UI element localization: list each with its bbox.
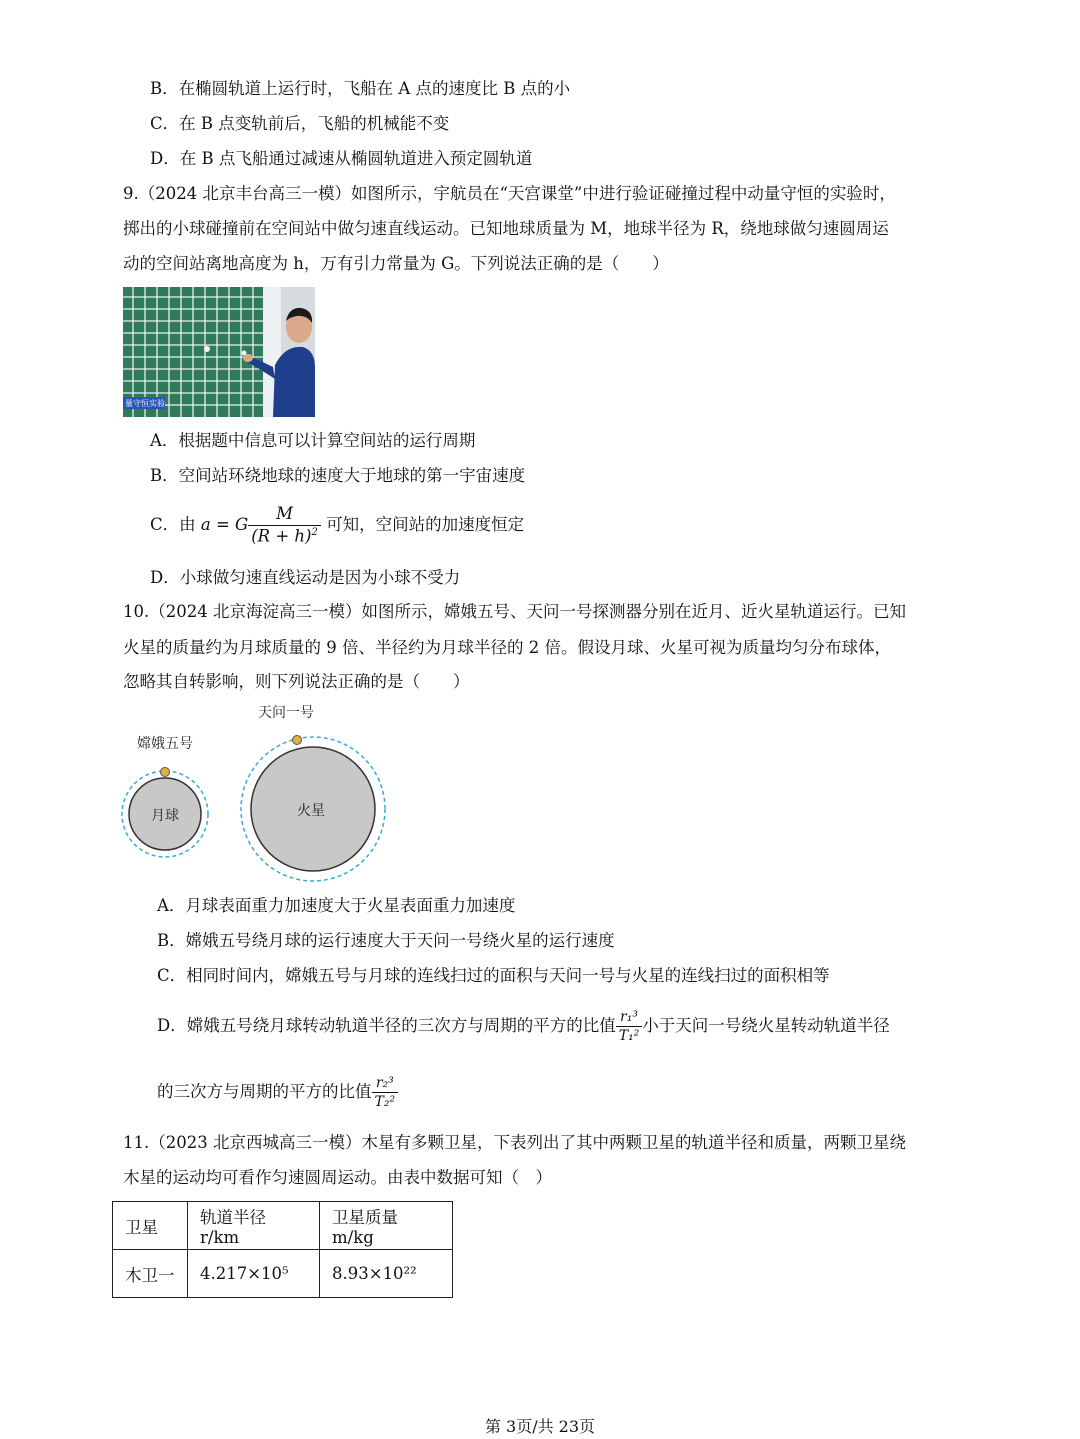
table-header-cell: 轨道半径 r/km — [188, 1202, 320, 1250]
change5-label: 嫦娥五号 — [137, 736, 193, 752]
q9-option-d: D．小球做匀速直线运动是因为小球不受力 — [150, 568, 461, 587]
q11-stem-line1: 11.（2023 北京西城高三一模）木星有多颗卫星，下表列出了其中两颗卫星的轨道半径和质量，两颗卫星绕 — [123, 1133, 906, 1152]
q8-option-b: B．在椭圆轨道上运行时，飞船在 A 点的速度比 B 点的小 — [150, 79, 571, 98]
mars-label: 火星 — [297, 803, 325, 819]
q9-option-a: A．根据题中信息可以计算空间站的运行周期 — [150, 431, 476, 450]
tianwen1-label: 天问一号 — [258, 705, 314, 721]
table-header-row — [113, 1202, 453, 1250]
q9-stem-line2: 掷出的小球碰撞前在空间站中做匀速直线运动。已知地球质量为 M，地球半径为 R，绕地球做匀速圆周运 — [123, 219, 889, 238]
fraction-numerator: r₂³ — [372, 1076, 399, 1093]
formula-denominator-base: (R + h) — [251, 526, 312, 546]
page-footer: 第 3页/共 23页 — [484, 1417, 596, 1436]
fraction-r1-t1 — [616, 1010, 643, 1043]
table-cell: 8.93×10²² — [320, 1250, 453, 1298]
q10-option-d-part3: 的三次方与周期的平方的比值 — [157, 1082, 372, 1101]
q9-astronaut-photo — [123, 287, 315, 417]
q11-stem-line2: 木星的运动均可看作匀速圆周运动。由表中数据可知（ ） — [123, 1168, 552, 1187]
q10-option-a: A．月球表面重力加速度大于火星表面重力加速度 — [157, 896, 516, 915]
fraction-denominator: T₁² — [618, 1028, 640, 1044]
q9-stem-line1: 9.（2024 北京丰台高三一模）如图所示，宇航员在“天宫课堂”中进行验证碰撞过程中动量守恒的实验时， — [123, 184, 896, 203]
q9-stem-line3: 动的空间站离地高度为 h，万有引力常量为 G。下列说法正确的是（ ） — [123, 254, 669, 273]
q10-option-d-continued — [157, 1068, 398, 1116]
q10-option-d-part1: D．嫦娥五号绕月球转动轨道半径的三次方与周期的平方的比值 — [157, 1016, 616, 1035]
q10-orbit-figure — [115, 700, 405, 894]
q9-option-c-prefix: C．由 — [150, 515, 196, 534]
table-header-cell: 卫星质量 m/kg — [320, 1202, 453, 1250]
table-cell: 木卫一 — [113, 1250, 188, 1298]
change5-probe — [161, 768, 170, 777]
moon-label: 月球 — [151, 808, 179, 824]
q9-option-b: B．空间站环绕地球的速度大于地球的第一宇宙速度 — [150, 466, 526, 485]
formula-exponent: 2 — [311, 526, 318, 538]
q10-option-d-part2: 小于天问一号绕火星转动轨道半径 — [642, 1016, 890, 1035]
q10-stem-line2: 火星的质量约为月球质量的 9 倍、半径约为月球半径的 2 倍。假设月球、火星可视为质量均匀分布球体， — [123, 638, 891, 657]
formula-lhs: a = G — [200, 515, 249, 534]
fraction-numerator: r₁³ — [616, 1010, 643, 1027]
formula-fraction — [248, 506, 321, 545]
q10-stem-line1: 10.（2024 北京海淀高三一模）如图所示，嫦娥五号、天问一号探测器分别在近月、近火星轨道运行。已知 — [123, 602, 906, 621]
fraction-r2-t2 — [372, 1076, 399, 1109]
q9-option-c — [150, 500, 524, 550]
q10-option-d — [157, 1002, 890, 1050]
formula-numerator: M — [248, 506, 321, 526]
q8-option-d: D．在 B 点飞船通过减速从椭圆轨道进入预定圆轨道 — [150, 149, 533, 168]
table-header-cell: 卫星 — [113, 1202, 188, 1250]
q10-stem-line3: 忽略其自转影响，则下列说法正确的是（ ） — [123, 672, 470, 691]
tianwen1-probe — [293, 736, 302, 745]
fraction-denominator: T₂² — [374, 1094, 396, 1110]
table-row — [113, 1250, 453, 1298]
photo-caption: 量守恒实验 — [125, 399, 165, 408]
q10-option-c: C．相同时间内，嫦娥五号与月球的连线扫过的面积与天问一号与火星的连线扫过的面积相等 — [157, 966, 830, 985]
q10-option-b: B．嫦娥五号绕月球的运行速度大于天问一号绕火星的运行速度 — [157, 931, 615, 950]
satellite-table — [112, 1201, 453, 1298]
q8-option-c: C．在 B 点变轨前后，飞船的机械能不变 — [150, 114, 450, 133]
formula-denominator — [248, 526, 321, 545]
q9-option-c-suffix: 可知，空间站的加速度恒定 — [326, 515, 525, 534]
table-cell: 4.217×10⁵ — [188, 1250, 320, 1298]
